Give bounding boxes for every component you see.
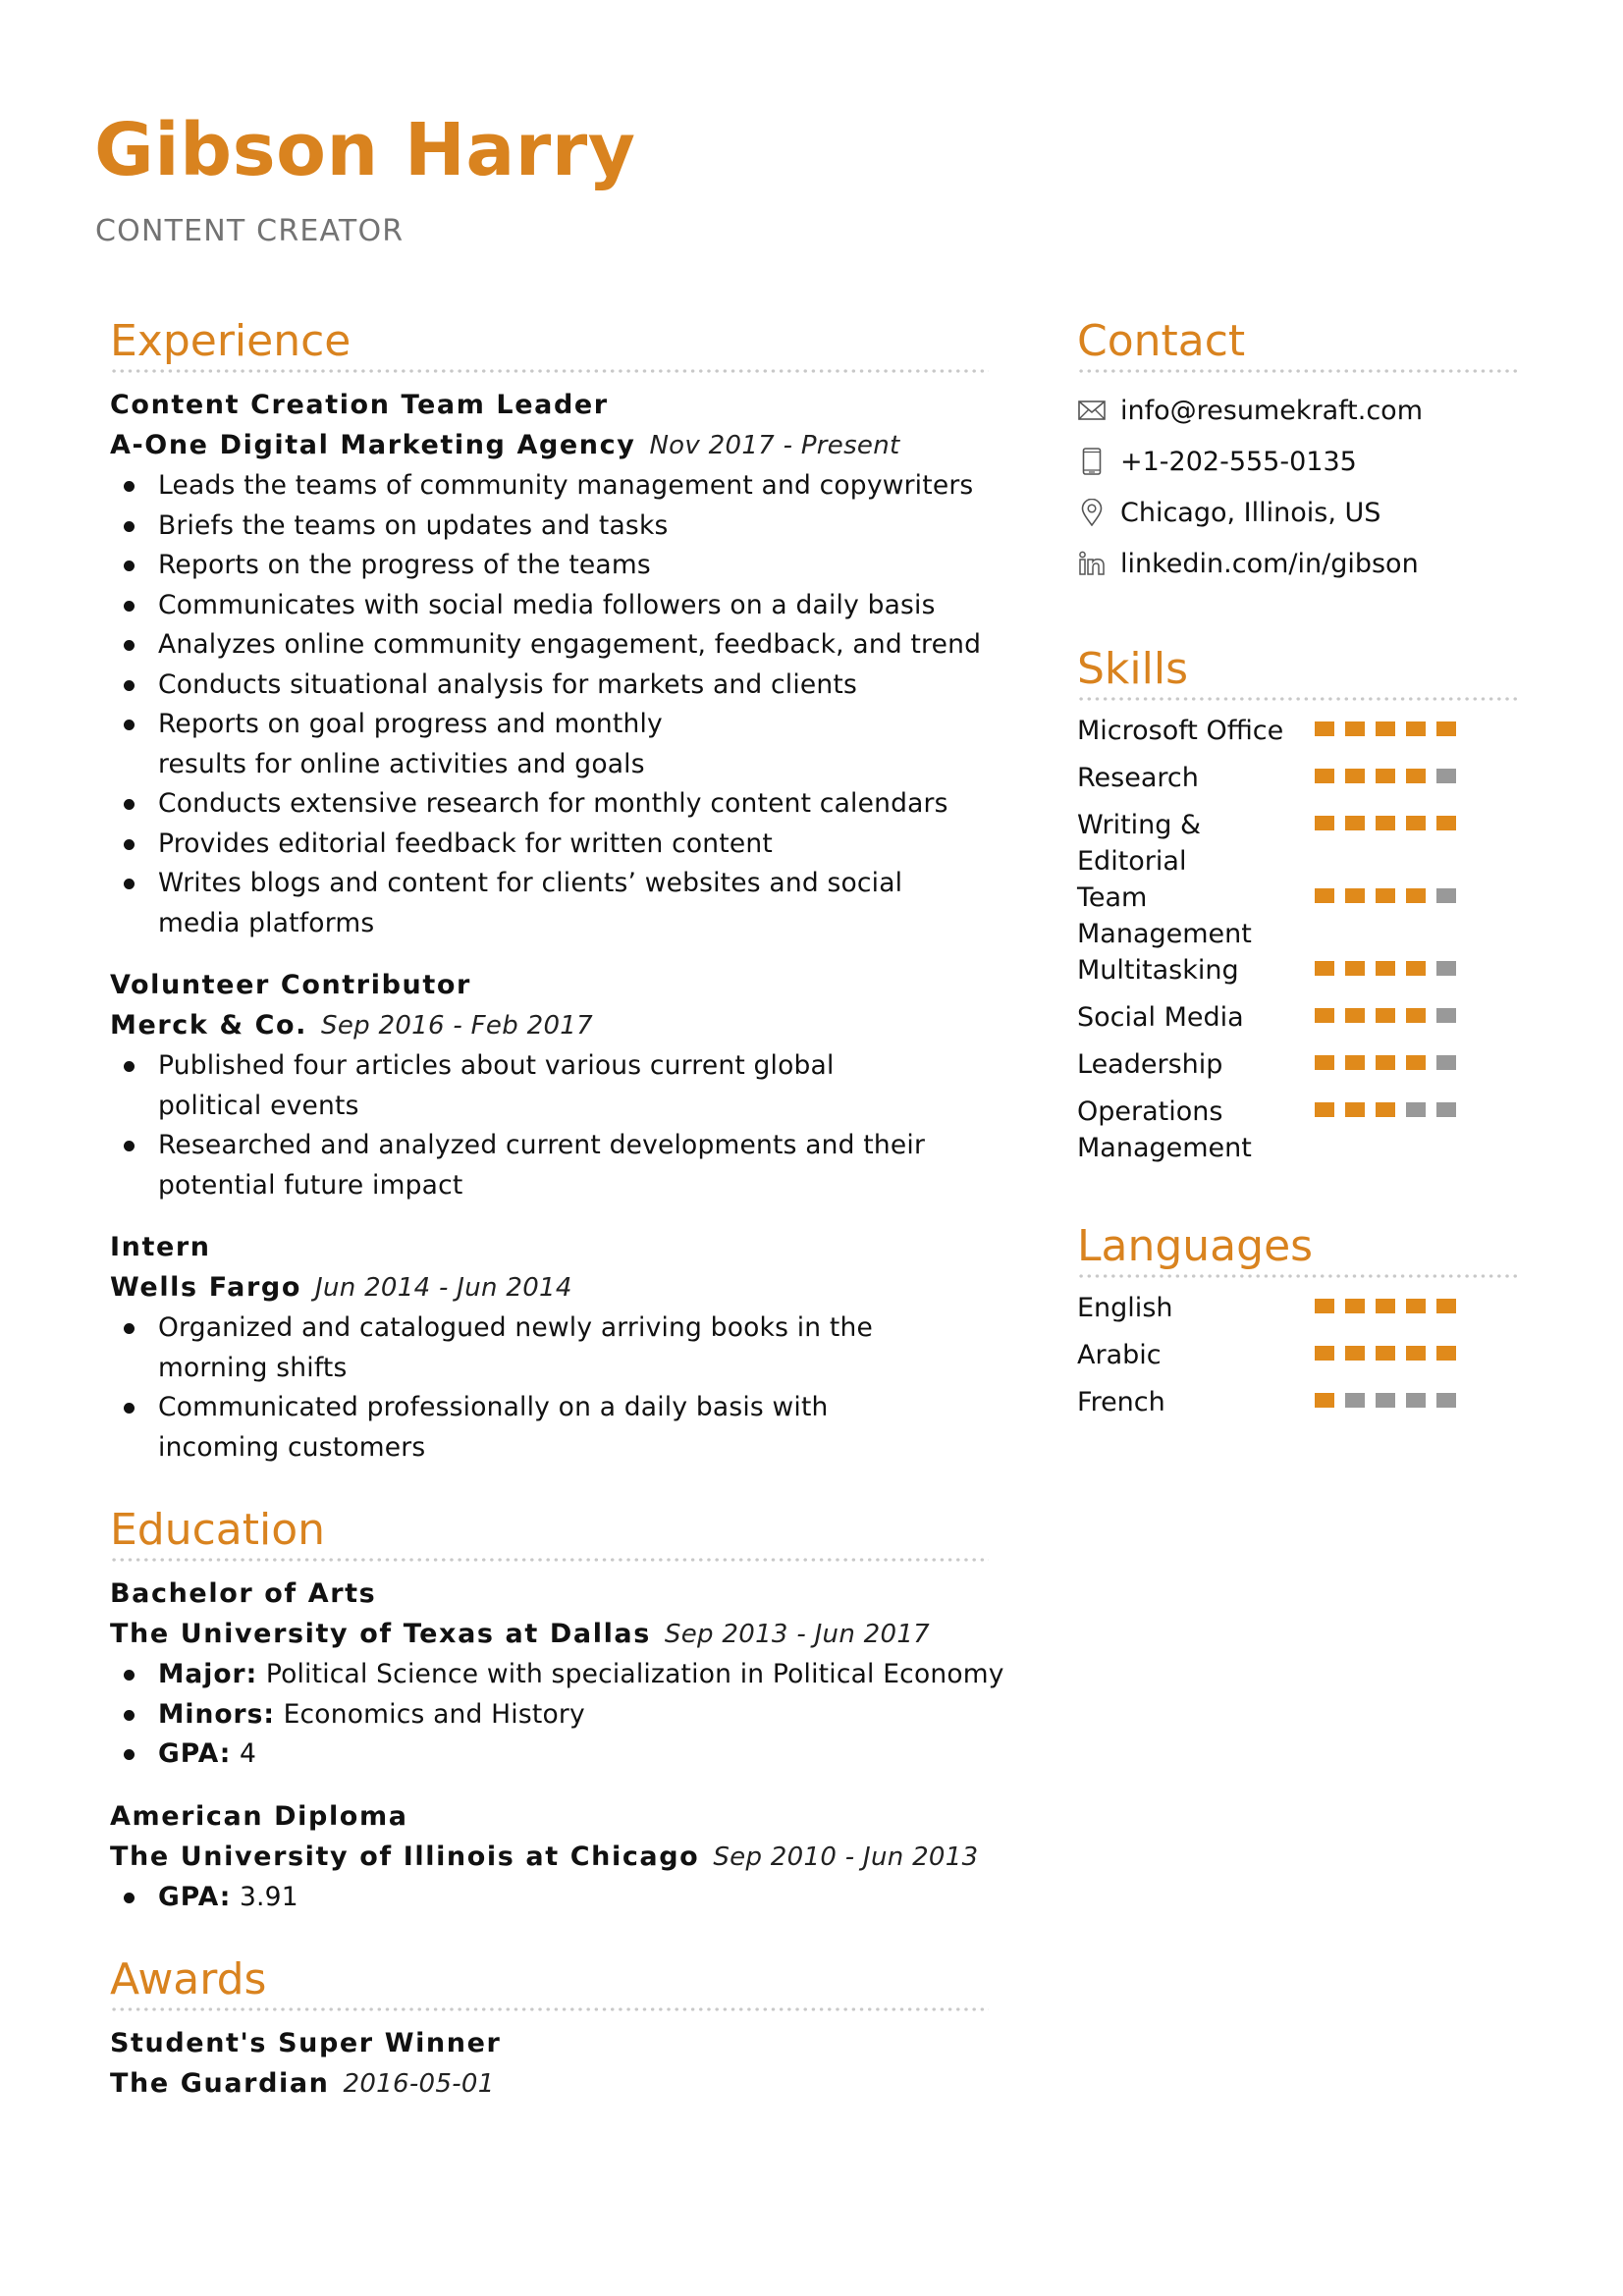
rating-square-filled xyxy=(1345,961,1365,976)
rating-square-filled xyxy=(1345,1346,1365,1361)
bullet-list xyxy=(110,1046,989,1205)
entry-subline xyxy=(110,1614,989,1655)
detail-item xyxy=(110,1695,989,1735)
bullet-list xyxy=(110,466,989,943)
language-row-label: English xyxy=(1077,1293,1173,1323)
skill-row xyxy=(1077,807,1517,880)
rating-square-filled xyxy=(1376,721,1395,736)
entry-organization: Wells Fargo xyxy=(110,1272,301,1303)
contact-location-text: Chicago, Illinois, US xyxy=(1120,497,1381,528)
rating-square-filled xyxy=(1436,816,1456,830)
rating-square-filled xyxy=(1345,888,1365,903)
section-heading: Education xyxy=(110,1505,326,1555)
entry-school: The University of Illinois at Chicago xyxy=(110,1841,700,1872)
rating-indicator xyxy=(1315,880,1467,903)
detail-key: Major: xyxy=(158,1659,258,1689)
rating-indicator xyxy=(1315,807,1467,830)
bullet-item: Provides editorial feedback for written content xyxy=(110,825,989,865)
rating-indicator xyxy=(1315,713,1467,736)
bullet-item: Analyzes online community engagement, feedback, and trend xyxy=(110,625,989,666)
rating-indicator xyxy=(1315,1290,1467,1313)
education-entry xyxy=(110,1574,1004,1775)
rating-square-filled xyxy=(1406,1346,1426,1361)
detail-key: GPA: xyxy=(158,1881,232,1912)
rating-square-empty xyxy=(1345,1393,1365,1408)
rating-square-filled xyxy=(1406,888,1426,903)
rating-square-filled xyxy=(1345,816,1365,830)
language-row-label: Arabic xyxy=(1077,1340,1162,1370)
rating-square-filled xyxy=(1376,1008,1395,1023)
rating-square-filled xyxy=(1436,1346,1456,1361)
entry-title: Volunteer Contributor xyxy=(110,970,471,1000)
award-organization: The Guardian xyxy=(110,2068,330,2099)
skill-row-label: Microsoft Office xyxy=(1077,716,1284,746)
rating-indicator xyxy=(1315,1384,1467,1408)
phone-icon xyxy=(1077,447,1107,476)
contact-phone-text: +1-202-555-0135 xyxy=(1120,446,1357,477)
entry-title: Content Creation Team Leader xyxy=(110,390,609,420)
detail-key: GPA: xyxy=(158,1738,232,1769)
award-entry xyxy=(110,2023,989,2105)
entry-date: Jun 2014 - Jun 2014 xyxy=(315,1273,572,1303)
bullet-item: Communicated professionally on a daily basis with incoming customers xyxy=(110,1388,989,1468)
experience-section xyxy=(110,312,989,1468)
skill-row xyxy=(1077,1094,1517,1166)
rating-indicator xyxy=(1315,952,1467,976)
rating-square-filled xyxy=(1315,1299,1334,1313)
rating-square-filled xyxy=(1315,888,1334,903)
location-pin-icon xyxy=(1077,498,1107,527)
entry-title: Intern xyxy=(110,1232,211,1262)
entry-date: Sep 2010 - Jun 2013 xyxy=(713,1842,979,1872)
detail-item xyxy=(110,1735,989,1775)
rating-square-filled xyxy=(1345,1102,1365,1117)
main-column xyxy=(110,312,1004,2138)
rating-square-filled xyxy=(1315,1346,1334,1361)
detail-value: 4 xyxy=(231,1738,257,1769)
section-heading: Languages xyxy=(1077,1221,1314,1271)
rating-square-filled xyxy=(1315,1393,1334,1408)
bullet-item: Published four articles about various current global political events xyxy=(110,1046,989,1126)
detail-item xyxy=(110,1655,1004,1695)
language-row-label: French xyxy=(1077,1387,1165,1417)
contact-location xyxy=(1077,487,1517,538)
section-heading: Skills xyxy=(1077,644,1189,694)
skills-list xyxy=(1077,713,1517,1166)
rating-square-filled xyxy=(1406,961,1426,976)
experience-entry xyxy=(110,965,989,1205)
rating-square-empty xyxy=(1436,1055,1456,1070)
skill-row xyxy=(1077,713,1517,760)
rating-square-empty xyxy=(1376,1393,1395,1408)
detail-value: Political Science with specialization in Political Economy xyxy=(257,1659,1004,1689)
rating-square-filled xyxy=(1406,1299,1426,1313)
rating-square-empty xyxy=(1436,961,1456,976)
rating-square-filled xyxy=(1376,769,1395,783)
rating-square-empty xyxy=(1436,1008,1456,1023)
detail-value: Economics and History xyxy=(274,1698,585,1730)
experience-entry xyxy=(110,1227,989,1468)
bullet-item: Organized and catalogued newly arriving books in the morning shifts xyxy=(110,1308,989,1388)
rating-square-filled xyxy=(1376,1346,1395,1361)
skill-row xyxy=(1077,999,1517,1046)
rating-square-filled xyxy=(1315,961,1334,976)
skill-row-label: Social Media xyxy=(1077,1002,1244,1033)
rating-indicator xyxy=(1315,760,1467,783)
detail-item xyxy=(110,1878,989,1918)
entry-school: The University of Texas at Dallas xyxy=(110,1619,651,1649)
languages-list xyxy=(1077,1290,1517,1431)
rating-square-empty xyxy=(1406,1102,1426,1117)
entry-date: Sep 2013 - Jun 2017 xyxy=(664,1620,931,1649)
contact-email-text: info@resumekraft.com xyxy=(1120,395,1423,426)
entry-subline xyxy=(110,425,989,466)
entry-subline xyxy=(110,2063,989,2105)
rating-square-empty xyxy=(1436,888,1456,903)
entry-degree: Bachelor of Arts xyxy=(110,1578,377,1609)
rating-square-filled xyxy=(1345,769,1365,783)
skill-row-label: Multitasking xyxy=(1077,955,1239,986)
section-heading: Awards xyxy=(110,1954,267,2004)
skill-row-label: Leadership xyxy=(1077,1049,1223,1080)
rating-square-filled xyxy=(1376,961,1395,976)
rating-square-empty xyxy=(1436,769,1456,783)
contact-section xyxy=(1077,312,1517,589)
rating-square-filled xyxy=(1406,769,1426,783)
language-row xyxy=(1077,1290,1517,1337)
rating-square-filled xyxy=(1436,1299,1456,1313)
candidate-name: Gibson Harry xyxy=(94,108,636,192)
rating-square-filled xyxy=(1315,769,1334,783)
bullet-item: Briefs the teams on updates and tasks xyxy=(110,507,989,547)
rating-square-filled xyxy=(1315,721,1334,736)
rating-square-filled xyxy=(1376,888,1395,903)
entry-subline xyxy=(110,1837,989,1878)
awards-section xyxy=(110,1950,989,2105)
detail-list xyxy=(110,1655,1004,1775)
skill-row xyxy=(1077,952,1517,999)
bullet-item: Conducts situational analysis for markets and clients xyxy=(110,666,989,706)
rating-square-empty xyxy=(1406,1393,1426,1408)
language-row xyxy=(1077,1337,1517,1384)
contact-linkedin[interactable] xyxy=(1077,538,1517,589)
rating-square-filled xyxy=(1315,816,1334,830)
skill-row-label: Writing & Editorial xyxy=(1077,810,1202,877)
entry-subline xyxy=(110,1267,989,1308)
job-title: CONTENT CREATOR xyxy=(95,214,405,248)
contact-phone[interactable] xyxy=(1077,436,1517,487)
rating-square-filled xyxy=(1315,1102,1334,1117)
section-heading: Experience xyxy=(110,316,352,366)
side-column xyxy=(1077,312,1517,1465)
education-section xyxy=(110,1501,1004,1917)
rating-square-filled xyxy=(1376,1055,1395,1070)
bullet-item: Reports on goal progress and monthly results for online activities and goals xyxy=(110,705,989,784)
entry-subline xyxy=(110,1005,989,1046)
bullet-item: Leads the teams of community management and copywriters xyxy=(110,466,989,507)
award-title: Student's Super Winner xyxy=(110,2028,502,2058)
skills-section xyxy=(1077,640,1517,1166)
bullet-item: Reports on the progress of the teams xyxy=(110,546,989,586)
experience-entry xyxy=(110,385,989,943)
section-heading: Contact xyxy=(1077,316,1246,366)
rating-square-empty xyxy=(1436,1393,1456,1408)
rating-indicator xyxy=(1315,1094,1467,1117)
bullet-item: Communicates with social media followers on a daily basis xyxy=(110,586,989,626)
entry-degree: American Diploma xyxy=(110,1800,408,1832)
bullet-item: Conducts extensive research for monthly content calendars xyxy=(110,784,989,825)
envelope-icon xyxy=(1077,396,1107,425)
rating-square-filled xyxy=(1376,1299,1395,1313)
rating-square-filled xyxy=(1345,1055,1365,1070)
bullet-list xyxy=(110,1308,989,1468)
rating-indicator xyxy=(1315,1337,1467,1361)
rating-square-filled xyxy=(1315,1008,1334,1023)
entry-organization: A-One Digital Marketing Agency xyxy=(110,430,636,460)
rating-square-filled xyxy=(1376,1102,1395,1117)
skill-row-label: Team Management xyxy=(1077,882,1252,949)
rating-square-filled xyxy=(1406,1008,1426,1023)
rating-square-filled xyxy=(1345,721,1365,736)
rating-indicator xyxy=(1315,999,1467,1023)
entry-date: Nov 2017 - Present xyxy=(649,431,900,460)
entry-date: Sep 2016 - Feb 2017 xyxy=(321,1011,593,1041)
rating-square-filled xyxy=(1376,816,1395,830)
detail-value: 3.91 xyxy=(231,1881,298,1912)
rating-indicator xyxy=(1315,1046,1467,1070)
bullet-item: Writes blogs and content for clients’ websites and social media platforms xyxy=(110,864,989,943)
rating-square-filled xyxy=(1436,721,1456,736)
rating-square-filled xyxy=(1406,721,1426,736)
rating-square-filled xyxy=(1315,1055,1334,1070)
award-date: 2016-05-01 xyxy=(343,2069,495,2099)
skill-row xyxy=(1077,1046,1517,1094)
languages-section xyxy=(1077,1217,1517,1431)
skill-row xyxy=(1077,760,1517,807)
bullet-item: Researched and analyzed current developments and their potential future impact xyxy=(110,1126,989,1205)
skill-row-label: Operations Management xyxy=(1077,1096,1252,1163)
language-row xyxy=(1077,1384,1517,1431)
entry-organization: Merck & Co. xyxy=(110,1010,308,1041)
education-entry xyxy=(110,1796,989,1918)
rating-square-filled xyxy=(1406,816,1426,830)
skill-row xyxy=(1077,880,1517,952)
skill-row-label: Research xyxy=(1077,763,1199,793)
contact-linkedin-text: linkedin.com/in/gibson xyxy=(1120,548,1419,579)
rating-square-empty xyxy=(1436,1102,1456,1117)
rating-square-filled xyxy=(1345,1299,1365,1313)
contact-email[interactable] xyxy=(1077,385,1517,436)
detail-list xyxy=(110,1878,989,1918)
linkedin-icon xyxy=(1077,549,1107,578)
detail-key: Minors: xyxy=(158,1698,275,1730)
rating-square-filled xyxy=(1406,1055,1426,1070)
rating-square-filled xyxy=(1345,1008,1365,1023)
